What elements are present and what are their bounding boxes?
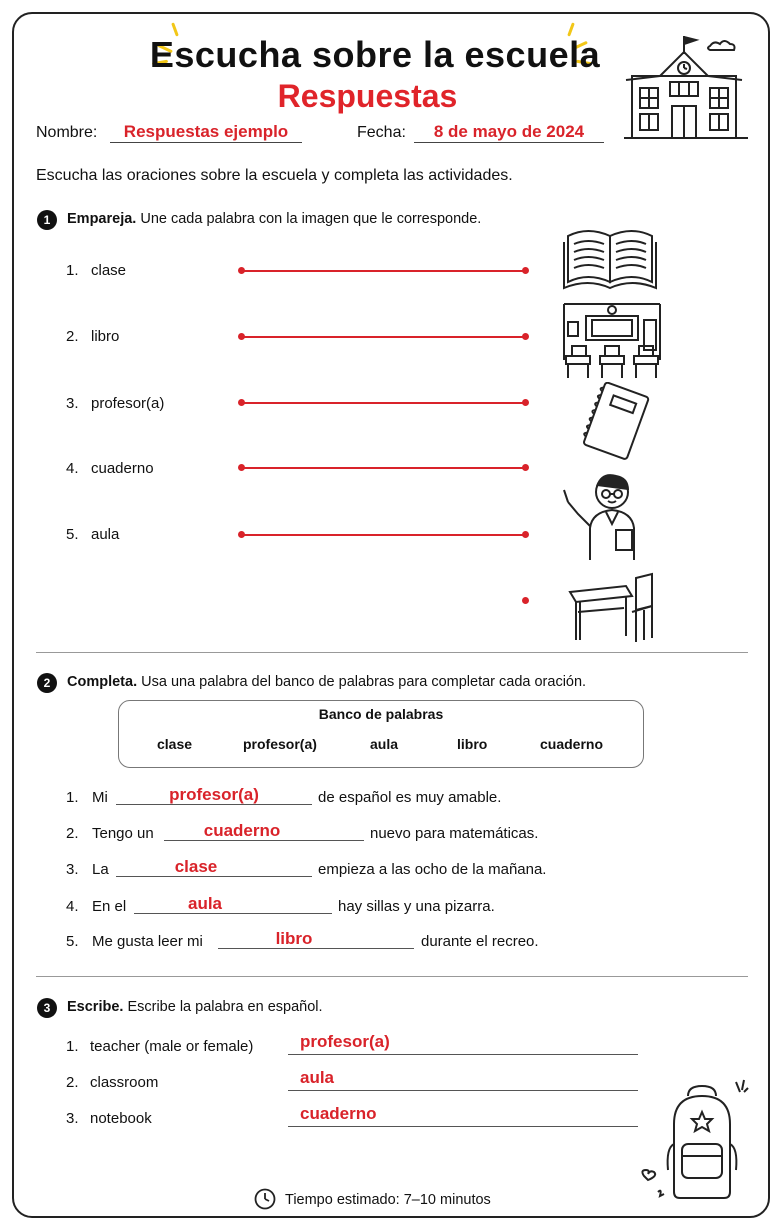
estimated-time: Tiempo estimado: 7–10 minutos (285, 1192, 491, 1208)
bank-word-5: cuaderno (540, 736, 604, 752)
write-num-1: 1. (66, 1038, 79, 1055)
sentence-blank-2 (164, 840, 364, 841)
write-num-3: 3. (66, 1110, 79, 1127)
write-line-3 (288, 1126, 638, 1127)
bank-word-2: profesor(a) (243, 736, 317, 752)
nombre-field[interactable]: Respuestas ejemplo (110, 122, 302, 143)
match-num-3: 3. (66, 395, 79, 412)
match-num-5: 5. (66, 526, 79, 543)
write-line-1 (288, 1054, 638, 1055)
match-dot-right-3[interactable] (522, 399, 529, 406)
sentence-before-2: Tengo un (92, 825, 154, 842)
match-word-1: clase (91, 262, 127, 279)
sentence-after-4: hay sillas y una pizarra. (338, 898, 495, 915)
backpack-icon (636, 1074, 756, 1204)
sentence-blank-4 (134, 913, 332, 914)
write-answer-1[interactable]: profesor(a) (300, 1032, 390, 1051)
sentence-before-5: Me gusta leer mi (92, 933, 203, 950)
fecha-field[interactable]: 8 de mayo de 2024 (414, 122, 604, 143)
word-bank-title: Banco de palabras (318, 706, 444, 722)
match-word-3: profesor(a) (91, 395, 165, 412)
sentence-num-5: 5. (66, 933, 79, 950)
sentence-after-2: nuevo para matemáticas. (370, 825, 539, 842)
write-line-2 (288, 1090, 638, 1091)
section-1-title: Empareja. (67, 211, 137, 227)
word-bank (118, 700, 644, 768)
sentence-num-1: 1. (66, 789, 79, 806)
sentence-after-5: durante el recreo. (421, 933, 539, 950)
divider-2 (36, 976, 748, 977)
section-2-badge: 2 (37, 673, 57, 693)
match-dot-right-1[interactable] (522, 267, 529, 274)
fecha-label: Fecha: (357, 124, 406, 141)
match-word-5: aula (91, 526, 120, 543)
match-line-1 (242, 270, 526, 272)
sentence-before-4: En el (92, 898, 127, 915)
sentence-answer-1[interactable]: profesor(a) (169, 785, 259, 804)
sentence-answer-3[interactable]: clase (174, 857, 218, 876)
sentence-before-1: Mi (92, 789, 108, 806)
classroom-icon (562, 300, 662, 382)
divider-1 (36, 652, 748, 653)
write-prompt-2: classroom (90, 1074, 159, 1091)
section-2-title: Completa. (67, 674, 138, 690)
sentence-num-4: 4. (66, 898, 79, 915)
section-1-badge: 1 (37, 210, 57, 230)
open-book-icon (562, 222, 658, 294)
match-num-1: 1. (66, 262, 79, 279)
section-3-badge: 3 (37, 998, 57, 1018)
instructions: Escucha las oraciones sobre la escuela y completa las actividades. (36, 167, 513, 184)
section-3-title: Escribe. (67, 999, 124, 1015)
match-word-4: cuaderno (91, 460, 154, 477)
sentence-num-3: 3. (66, 861, 79, 878)
match-word-2: libro (91, 328, 120, 345)
match-dot-right-5[interactable] (522, 531, 529, 538)
match-dot-right-4[interactable] (522, 464, 529, 471)
match-num-2: 2. (66, 328, 79, 345)
sentence-after-1: de español es muy amable. (318, 789, 502, 806)
nombre-label: Nombre: (36, 124, 98, 141)
sentence-after-3: empieza a las ocho de la mañana. (318, 861, 547, 878)
match-num-4: 4. (66, 460, 79, 477)
write-num-2: 2. (66, 1074, 79, 1091)
match-line-3 (242, 402, 526, 404)
sentence-answer-2[interactable]: cuaderno (203, 821, 281, 840)
clock-icon (254, 1188, 276, 1210)
write-answer-2[interactable]: aula (300, 1068, 335, 1087)
sentence-num-2: 2. (66, 825, 79, 842)
section-1-text: Une cada palabra con la imagen que le corresponde. (140, 211, 482, 227)
section-3-heading (67, 999, 323, 1015)
teacher-icon (562, 468, 654, 564)
write-prompt-3: notebook (90, 1110, 152, 1127)
sentence-blank-1 (116, 804, 312, 805)
school-building-icon (622, 32, 750, 144)
bank-word-4: libro (457, 736, 488, 752)
match-dot-right-2[interactable] (522, 333, 529, 340)
bank-word-3: aula (370, 736, 399, 752)
sentence-blank-5 (218, 948, 414, 949)
page-subtitle: Respuestas (277, 78, 458, 114)
match-line-5 (242, 534, 526, 536)
notebook-icon (576, 382, 656, 466)
sentence-answer-5[interactable]: libro (275, 929, 313, 948)
section-2-heading (67, 674, 586, 690)
sentence-answer-4[interactable]: aula (187, 894, 223, 913)
bank-word-1: clase (157, 736, 193, 752)
desk-chair-icon (566, 566, 658, 644)
section-1-heading (67, 211, 481, 227)
write-answer-3[interactable]: cuaderno (300, 1104, 377, 1123)
sentence-blank-3 (116, 876, 312, 877)
sentence-before-3: La (92, 861, 109, 878)
match-line-4 (242, 467, 526, 469)
page-title: Escucha sobre la escuela (149, 34, 601, 75)
section-2-text: Usa una palabra del banco de palabras para completar cada oración. (141, 674, 587, 690)
match-line-2 (242, 336, 526, 338)
section-3-text: Escribe la palabra en español. (127, 999, 323, 1015)
match-dot-right-6[interactable] (522, 597, 529, 604)
write-prompt-1: teacher (male or female) (90, 1038, 254, 1055)
